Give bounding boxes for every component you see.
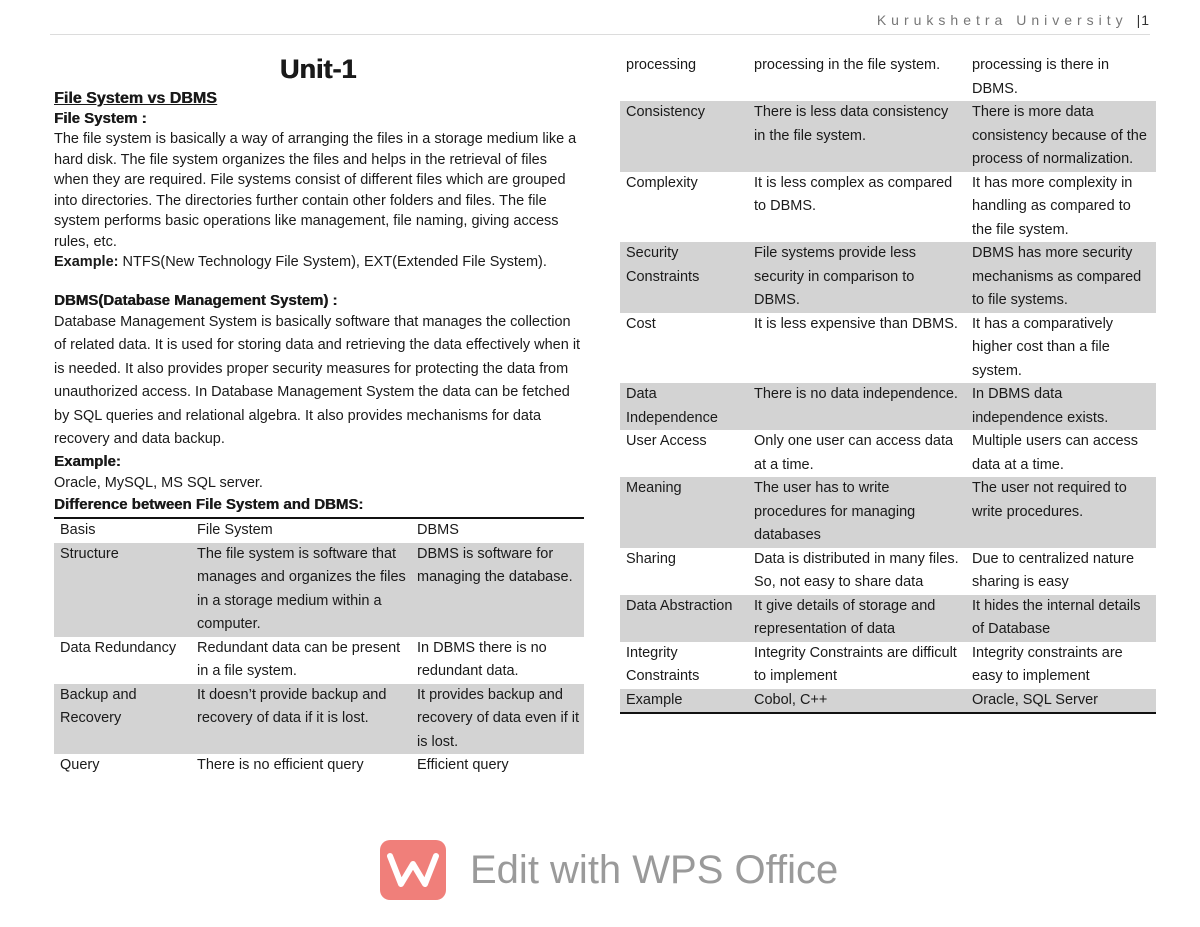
table-cell: processing in the file system. [754, 57, 941, 73]
table-cell: Efficient query [417, 757, 509, 773]
table-cell: In DBMS data independence exists. [966, 383, 1156, 430]
table-row [620, 477, 1156, 548]
file-system-label: File System : [54, 110, 147, 127]
table-row [620, 101, 1156, 172]
section-heading: File System vs DBMS [54, 90, 217, 107]
table-cell: There is no efficient query [197, 757, 364, 773]
page-header [877, 12, 1150, 28]
comparison-table-right [620, 54, 1156, 714]
wps-watermark-text: Edit with WPS Office [470, 847, 839, 892]
table-cell: Only one user can access data at a time. [754, 433, 954, 473]
table-row [620, 642, 1156, 689]
table-row [54, 754, 584, 778]
wps-watermark [380, 840, 860, 900]
table-cell: There is more data consistency because of the process of normalization. [966, 101, 1156, 172]
table-cell: File System [197, 522, 273, 538]
table-cell: File systems provide less security in comparison to DBMS. [748, 242, 966, 313]
table-cell: Cost [626, 315, 656, 332]
table-cell: In DBMS there is no redundant data. [417, 639, 547, 679]
table-cell: DBMS is software for managing the database. [411, 543, 584, 637]
table-row [54, 518, 584, 543]
table-cell: processing [626, 57, 697, 73]
table-cell: Integrity Constraints [626, 644, 700, 684]
table-cell: Integrity Constraints are difficult to implement [754, 644, 957, 684]
table-row [620, 313, 1156, 384]
table-cell: It has more complexity in handling as compared to the file system. [972, 174, 1133, 238]
table-row [620, 383, 1156, 430]
table-row [54, 543, 584, 637]
table-cell: Backup and Recovery [54, 684, 191, 755]
dbms-label: DBMS(Database Management System) : [54, 291, 338, 309]
table-cell: Redundant data can be present in a file system. [197, 639, 401, 679]
table-cell: It give details of storage and representation of data [748, 595, 966, 642]
table-cell: Basis [60, 522, 96, 538]
table-cell: There is no data independence. [748, 383, 966, 430]
university-name: Kurukshetra University [876, 12, 1128, 28]
header-separator: | [1136, 12, 1142, 28]
left-column [54, 54, 582, 778]
dbms-example-text: Oracle, MySQL, MS SQL server. [54, 474, 263, 491]
fs-example-label: Example: [54, 254, 119, 270]
table-cell: The user not required to write procedures. [966, 477, 1156, 548]
table-cell: Sharing [626, 550, 676, 567]
right-column [620, 54, 1156, 714]
table-row [620, 548, 1156, 595]
table-cell: It hides the internal details of Database [966, 595, 1156, 642]
table-cell: Structure [54, 543, 191, 637]
page-number: 1 [1141, 12, 1150, 28]
table-row [620, 595, 1156, 642]
table-cell: Data Independence [620, 383, 748, 430]
table-cell: Integrity constraints are easy to implement [972, 644, 1123, 684]
spacer [54, 273, 582, 291]
table-cell: Data Redundancy [60, 639, 177, 656]
table-row [620, 54, 1156, 101]
table-cell: processing is there in DBMS. [972, 57, 1110, 97]
table-cell: It is less expensive than DBMS. [754, 315, 958, 332]
table-row [54, 637, 584, 684]
table-cell: Data Abstraction [620, 595, 748, 642]
table-cell: Security Constraints [620, 242, 748, 313]
unit-title: Unit-1 [279, 54, 357, 84]
table-cell: The user has to write procedures for managing databases [748, 477, 966, 548]
table-cell: The file system is software that manages and organizes the files in a storage medium within a computer. [191, 543, 411, 637]
table-cell: Example [620, 689, 748, 714]
file-system-paragraph: The file system is basically a way of arranging the files in a storage medium like a hard disk. The file system organizes the files and helps in the retrieval of files when they are required. File systems consist of different files which are grouped into directories. The directories further contain other folders and files. The file system performs basic operations like management, file naming, giving access rules, etc. [54, 131, 577, 250]
wps-logo-icon [380, 840, 446, 900]
header-rule [50, 34, 1150, 35]
table-cell: DBMS [417, 522, 459, 538]
table-cell: It doesn’t provide backup and recovery of data if it is lost. [191, 684, 411, 755]
table-row [620, 430, 1156, 477]
table-cell: Query [60, 757, 100, 773]
table-cell: User Access [626, 433, 707, 449]
file-system-example [54, 252, 582, 273]
table-cell: It provides backup and recovery of data even if it is lost. [411, 684, 584, 755]
table-cell: Complexity [626, 174, 698, 191]
table-row [620, 172, 1156, 243]
dbms-paragraph: Database Management System is basically software that manages the collection of related data. It is used for storing data and retrieving the data effectively when it is needed. It also provides proper security measures for protecting the data from unauthorized access. In Database Management System the data can be fetched by SQL queries and relational algebra. It also provides mechanisms for data recovery and data backup. [54, 313, 581, 447]
table-cell: Meaning [620, 477, 748, 548]
dbms-example-label: Example: [54, 452, 121, 470]
table-row [54, 684, 584, 755]
table-cell: There is less data consistency in the file system. [748, 101, 966, 172]
table-cell: Multiple users can access data at a time. [972, 433, 1139, 473]
wps-w-icon [387, 850, 439, 890]
comparison-table-left [54, 517, 584, 778]
table-cell: It has a comparatively higher cost than a file system. [972, 315, 1114, 379]
table-row [620, 689, 1156, 714]
difference-heading: Difference between File System and DBMS: [54, 496, 364, 513]
table-cell: Data is distributed in many files. So, not easy to share data [754, 550, 959, 590]
table-cell: Due to centralized nature sharing is easy [972, 550, 1135, 590]
table-cell: Consistency [620, 101, 748, 172]
table-cell: DBMS has more security mechanisms as compared to file systems. [966, 242, 1156, 313]
table-cell: Cobol, C++ [748, 689, 966, 714]
table-row [620, 242, 1156, 313]
table-cell: Oracle, SQL Server [966, 689, 1156, 714]
table-cell: It is less complex as compared to DBMS. [754, 174, 953, 214]
fs-example-text: NTFS(New Technology File System), EXT(Extended File System). [118, 254, 547, 270]
